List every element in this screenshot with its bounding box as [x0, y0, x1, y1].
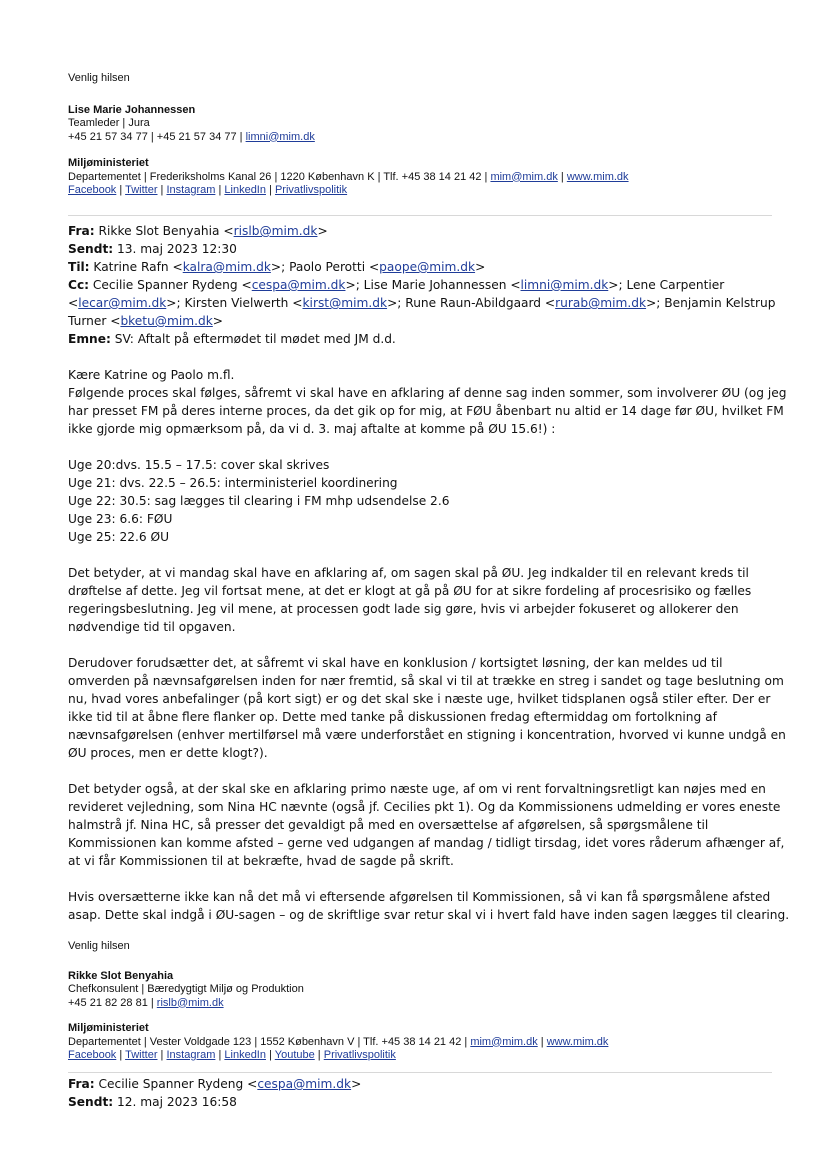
para3-line: Kommissionen kan komme afsted – gerne ved udgangen af mandag / tidligt tirsdag, idet vores råderum afhænger af,: [68, 836, 785, 850]
org-name: Miljøministeriet: [68, 1022, 149, 1034]
cc-email-link[interactable]: bketu@mim.dk: [120, 314, 213, 328]
spacer: [68, 546, 768, 564]
instagram-link[interactable]: Instagram: [166, 1049, 216, 1061]
to-email-link[interactable]: paope@mim.dk: [379, 260, 476, 274]
cc-email-link[interactable]: kirst@mim.dk: [302, 296, 388, 310]
sent-line: [68, 240, 768, 258]
sent-value: 12. maj 2023 16:58: [117, 1095, 237, 1109]
para4-line: asap. Dette skal indgå i ØU-sagen – og de skriftlige svar retur skal vi i hvert fald have inden sagen lægges til clearing.: [68, 908, 790, 922]
sender-title: Chefkonsulent | Bæredygtigt Miljø og Produktion: [68, 983, 304, 995]
from-label: Fra:: [68, 1077, 95, 1091]
org-email-link[interactable]: mim@mim.dk: [470, 1035, 538, 1048]
para2-line: ØU proces, men er dette klogt?).: [68, 746, 268, 760]
cc-email-link[interactable]: rurab@mim.dk: [555, 296, 647, 310]
para1-line: regeringsbeslutning. Jeg vil mene, at processen godt lade sig gøre, hvis vi arbejder fokuseret og allokerer den: [68, 602, 739, 616]
web-link[interactable]: www.mim.dk: [566, 170, 629, 183]
cc-line-2: [68, 294, 776, 312]
sender-name: Rikke Slot Benyahia: [68, 969, 174, 982]
org-name: Miljøministeriet: [68, 157, 149, 169]
cc-line: [68, 276, 768, 294]
schedule-item: Uge 25: 22.6 ØU: [68, 530, 170, 544]
linkedin-link[interactable]: LinkedIn: [224, 184, 266, 196]
cc-line-3: [68, 312, 768, 330]
signature-rikke: [68, 940, 768, 1063]
from-email-link[interactable]: rislb@mim.dk: [233, 224, 318, 238]
cc-name: Turner <: [68, 314, 121, 328]
email-body: [68, 366, 790, 924]
schedule-item: Uge 20:dvs. 15.5 – 17.5: cover skal skrives: [68, 458, 330, 472]
email-header-1: [68, 222, 776, 348]
schedule-item: Uge 23: 6.6: FØU: [68, 512, 173, 526]
bracket: >: [475, 260, 486, 274]
cc-name: >; Benjamin Kelstrup: [646, 296, 776, 310]
to-name: Katrine Rafn <: [93, 260, 183, 274]
to-line: [68, 258, 768, 276]
org-address: Departementet | Frederiksholms Kanal 26 | 1220 København K | Tlf. +45 38 14 21 42 | mim@mim.dk | www.mim.dk: [68, 170, 629, 183]
para1-line: drøftelse af dette. Jeg vil fortsat mene, at det er klogt at gå på ØU for at sikre fordeling af procesrisiko og fælles: [68, 584, 752, 598]
sender-email-link[interactable]: limni@mim.dk: [245, 130, 315, 143]
instagram-link[interactable]: Instagram: [166, 184, 216, 196]
cc-name: >; Lise Marie Johannessen <: [345, 278, 521, 292]
schedule-item: Uge 21: dvs. 22.5 – 26.5: interministeriel koordinering: [68, 476, 398, 490]
greeting: Venlig hilsen: [68, 72, 130, 84]
schedule-item: Uge 22: 30.5: sag lægges til clearing i FM mhp udsendelse 2.6: [68, 494, 450, 508]
from-line: [68, 1075, 768, 1093]
youtube-link[interactable]: Youtube: [274, 1049, 315, 1061]
from-value: Rikke Slot Benyahia <: [98, 224, 234, 238]
facebook-link[interactable]: Facebook: [68, 184, 117, 196]
bracket: >: [212, 314, 224, 328]
privacy-link[interactable]: Privatlivspolitik: [323, 1049, 396, 1061]
spacer: [68, 870, 768, 888]
sender-email-link[interactable]: rislb@mim.dk: [156, 996, 224, 1009]
bracket: >: [317, 224, 328, 238]
para3-line: revideret vejledning, som Nina HC nævnte (også jf. Cecilies pkt 1). Og da Kommissionens udmelding er vores eneste: [68, 800, 781, 814]
twitter-link[interactable]: Twitter: [125, 1049, 158, 1061]
email-header-2: [68, 1075, 768, 1111]
address-text: Departementet | Vester Voldgade 123 | 1552 København V | Tlf. +45 38 14 21 42 |: [68, 1035, 471, 1048]
para3-line: Det betyder også, at der skal ske en afklaring primo næste uge, af om vi rent forvaltningsretligt kan nøjes med en: [68, 782, 766, 796]
cc-email-link[interactable]: limni@mim.dk: [520, 278, 609, 292]
subject-label: Emne:: [68, 332, 111, 346]
sender-title: Teamleder | Jura: [68, 117, 150, 129]
para2-line: omverden på nævnsafgørelsen inden for nær fremtid, så skal vi til at trække en streg i sandet og tage beslutning om: [68, 674, 784, 688]
greeting: Venlig hilsen: [68, 940, 130, 952]
cc-name: Cecilie Spanner Rydeng <: [92, 278, 252, 292]
cc-email-link[interactable]: lecar@mim.dk: [78, 296, 167, 310]
address-text: Departementet | Frederiksholms Kanal 26 | 1220 København K | Tlf. +45 38 14 21 42 |: [68, 170, 491, 183]
sent-label: Sendt:: [68, 1095, 114, 1109]
salutation: Kære Katrine og Paolo m.fl.: [68, 368, 235, 382]
para3-line: halmstrå jf. Nina HC, så presser det gevaldigt på med en oversættelse af afgørelsen, så spørgsmålene til: [68, 818, 709, 832]
twitter-link[interactable]: Twitter: [125, 184, 158, 196]
cc-name: >; Kirsten Vielwerth <: [166, 296, 303, 310]
para2-line: Derudover forudsætter det, at såfremt vi skal have en konklusion / kortsigtet løsning, der kan meldes ud til: [68, 656, 723, 670]
intro-line: ikke gjorde mig opmærksom på, da vi d. 3. maj aftalte at komme på ØU 15.6!) :: [68, 422, 556, 436]
sent-value: 13. maj 2023 12:30: [117, 242, 237, 256]
social-links: Facebook | Twitter | Instagram | LinkedIn | Youtube | Privatlivspolitik: [68, 1049, 396, 1061]
phone-numbers: +45 21 82 28 81 |: [68, 996, 157, 1009]
subject-value: SV: Aftalt på eftermødet til mødet med JM d.d.: [114, 332, 396, 346]
web-link[interactable]: www.mim.dk: [546, 1035, 609, 1048]
spacer: [68, 762, 768, 780]
spacer: [68, 636, 768, 654]
para2-line: nævnsafgørelsen (enhver mertilførsel må være underforstået en stigning i koncentration, hvorved vi kunne undgå en: [68, 728, 786, 742]
from-value: Cecilie Spanner Rydeng <: [98, 1077, 258, 1091]
cc-name: >; Lene Carpentier: [608, 278, 725, 292]
to-name: >; Paolo Perotti <: [270, 260, 380, 274]
to-label: Til:: [68, 260, 90, 274]
phone-numbers: +45 21 57 34 77 | +45 21 57 34 77 |: [68, 130, 246, 143]
divider: [68, 215, 772, 216]
cc-label: Cc:: [68, 278, 90, 292]
sender-phones: [68, 997, 768, 1011]
signature-lise: [68, 72, 768, 198]
divider: [68, 1072, 772, 1073]
subject-line: [68, 330, 768, 348]
cc-name: >; Rune Raun-Abildgaard <: [387, 296, 556, 310]
para2-line: nu, hvad vores anbefalinger (på kort sigt) er og det skal ske i næste uge, hvilket tidsplanen også stiler efter. Der er: [68, 692, 771, 706]
org-address: Departementet | Vester Voldgade 123 | 1552 København V | Tlf. +45 38 14 21 42 | mim@mim.dk | www.mim.dk: [68, 1035, 609, 1048]
para2-line: ikke tid til at åbne flere flanker op. Dette med tanke på diskussionen fredag eftermiddag om fortolkning af: [68, 710, 717, 724]
sender-phones: [68, 131, 768, 145]
intro-line: Følgende proces skal følges, såfremt vi skal have en afklaring af denne sag inden sommer, som involverer ØU (og jeg: [68, 386, 787, 400]
to-email-link[interactable]: kalra@mim.dk: [182, 260, 271, 274]
para3-line: at vi får Kommissionen til at bekræfte, hvad de sagde på skrift.: [68, 854, 454, 868]
facebook-link[interactable]: Facebook: [68, 1049, 117, 1061]
bracket: <: [68, 296, 79, 310]
spacer: [68, 438, 768, 456]
from-line: [68, 222, 768, 240]
from-email-link[interactable]: cespa@mim.dk: [257, 1077, 352, 1091]
sent-line: [68, 1093, 768, 1111]
sender-name: Lise Marie Johannessen: [68, 103, 196, 116]
from-label: Fra:: [68, 224, 95, 238]
bracket: >: [351, 1077, 362, 1091]
para1-line: nødvendige tid til opgaven.: [68, 620, 236, 634]
org-email-link[interactable]: mim@mim.dk: [490, 170, 558, 183]
para4-line: Hvis oversætterne ikke kan nå det må vi eftersende afgørelsen til Kommissionen, så vi kan få spørgsmålene afsted: [68, 890, 771, 904]
social-links: Facebook | Twitter | Instagram | LinkedIn | Privatlivspolitik: [68, 184, 348, 196]
sent-label: Sendt:: [68, 242, 114, 256]
cc-email-link[interactable]: cespa@mim.dk: [251, 278, 346, 292]
linkedin-link[interactable]: LinkedIn: [224, 1049, 266, 1061]
para1-line: Det betyder, at vi mandag skal have en afklaring af, om sagen skal på ØU. Jeg indkalder til en relevant kreds til: [68, 566, 749, 580]
intro-line: har presset FM på deres interne proces, da det gik op for mig, at FØU åbenbart nu altid er 14 dage før ØU, hvilket FM: [68, 404, 784, 418]
privacy-link[interactable]: Privatlivspolitik: [274, 184, 348, 196]
